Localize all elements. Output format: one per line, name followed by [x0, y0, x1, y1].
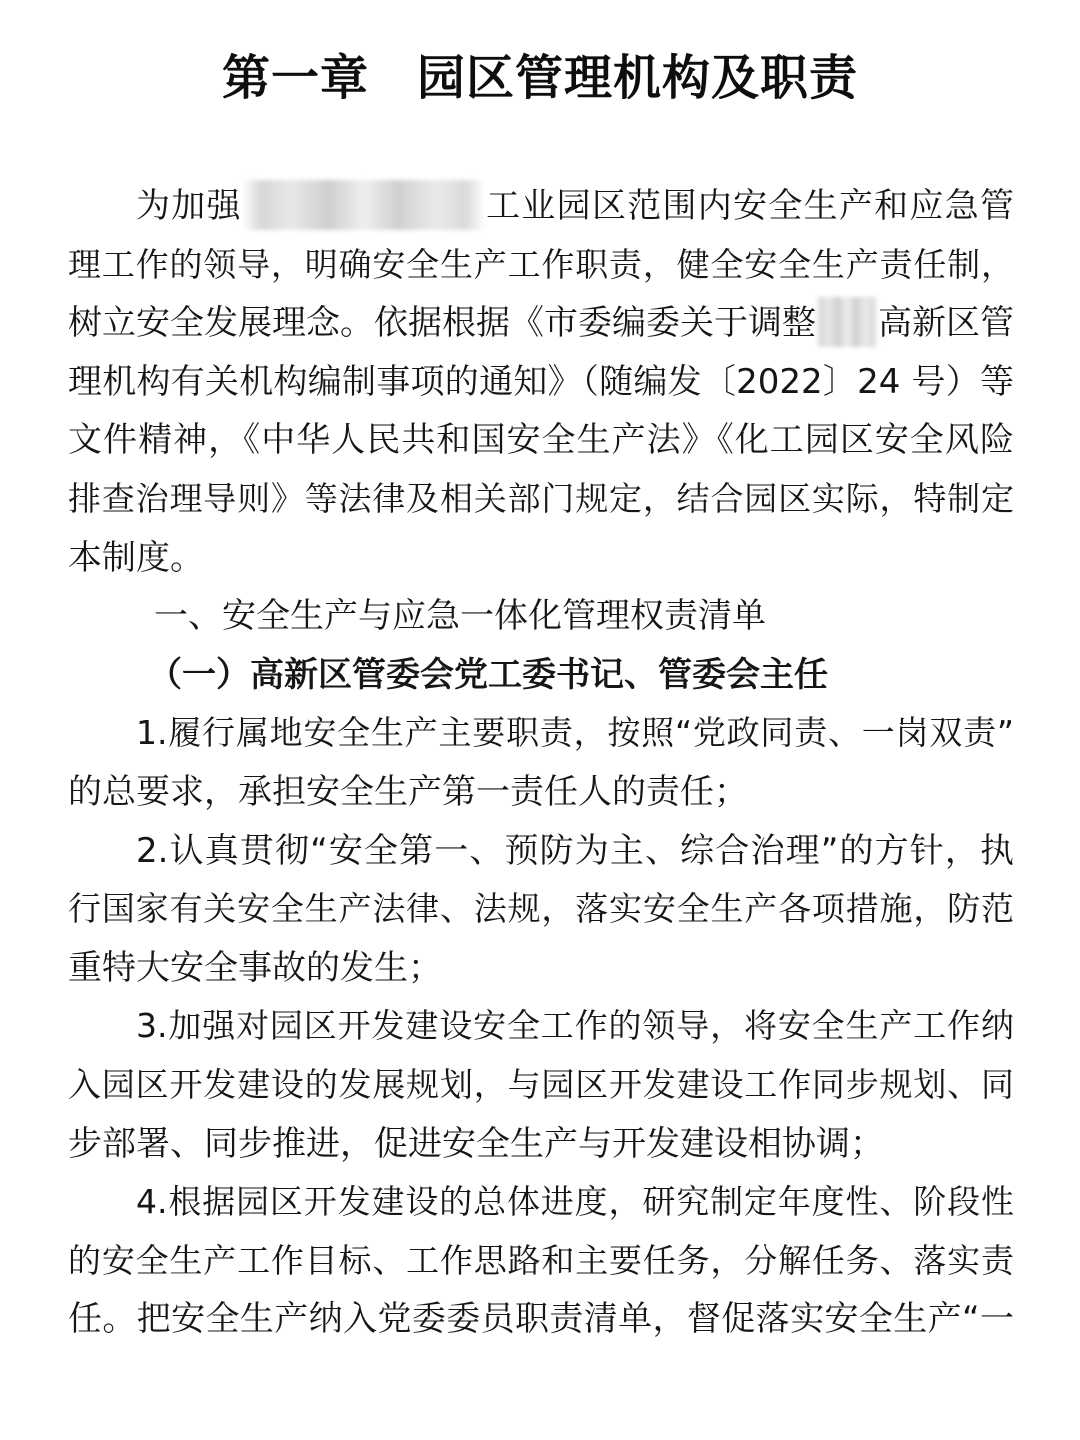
section-heading: 一、安全生产与应急一体化管理权责清单 [154, 596, 766, 637]
intro-text: 树立安全发展理念。依据根据《市委编委关于调整 [68, 303, 816, 344]
intro-line-3 [68, 294, 1014, 353]
document-body [68, 177, 1014, 1349]
item-3-line-1: 3.加强对园区开发建设安全工作的领导，将安全生产工作纳 [136, 1006, 1014, 1046]
redacted-area [816, 297, 878, 347]
intro-line-1 [68, 177, 1014, 236]
subsection-heading: （一）高新区管委会党工委书记、管委会主任 [148, 654, 828, 695]
item-3-line-2: 入园区开发建设的发展规划，与园区开发建设工作同步规划、同 [68, 1064, 1014, 1104]
intro-line-7: 本制度。 [68, 537, 204, 578]
redacted-area [242, 180, 485, 230]
intro-text: 工业园区范围内安全生产和应急管 [484, 186, 1015, 226]
intro-line-6: 排查治理导则》等法律及相关部门规定，结合园区实际，特制定 [68, 478, 1014, 518]
intro-line-4: 理机构有关机构编制事项的通知》（随编发〔2022〕24 号）等 [68, 361, 1014, 402]
item-4-line-3: 任。把安全生产纳入党委委员职责清单，督促落实安全生产“一 [68, 1299, 1014, 1340]
chapter-title [0, 46, 1080, 110]
item-4-line-1: 4.根据园区开发建设的总体进度，研究制定年度性、阶段性 [136, 1182, 1014, 1222]
intro-line-2: 理工作的领导，明确安全生产工作职责，健全安全生产责任制， [68, 244, 1014, 284]
chapter-number: 第一章 [221, 50, 369, 106]
item-2-line-1: 2.认真贯彻“安全第一、预防为主、综合治理”的方针，执 [136, 830, 1014, 871]
item-1-line-1: 1.履行属地安全生产主要职责，按照“党政同责、一岗双责” [136, 713, 1014, 753]
item-2-line-3: 重特大安全事故的发生； [68, 947, 442, 988]
intro-line-5: 文件精神，《中华人民共和国安全生产法》《化工园区安全风险 [68, 420, 1014, 461]
item-2-line-2: 行国家有关安全生产法律、法规，落实安全生产各项措施，防范 [68, 889, 1014, 929]
chapter-name: 园区管理机构及职责 [417, 50, 859, 106]
item-1-line-2: 的总要求，承担安全生产第一责任人的责任； [68, 771, 748, 812]
item-4-line-2: 的安全生产工作目标、工作思路和主要任务，分解任务、落实责 [68, 1240, 1014, 1280]
intro-text: 高新区管 [878, 303, 1014, 344]
intro-text: 为加强 [136, 186, 242, 226]
item-3-line-3: 步部署、同步推进，促进安全生产与开发建设相协调； [68, 1123, 884, 1164]
